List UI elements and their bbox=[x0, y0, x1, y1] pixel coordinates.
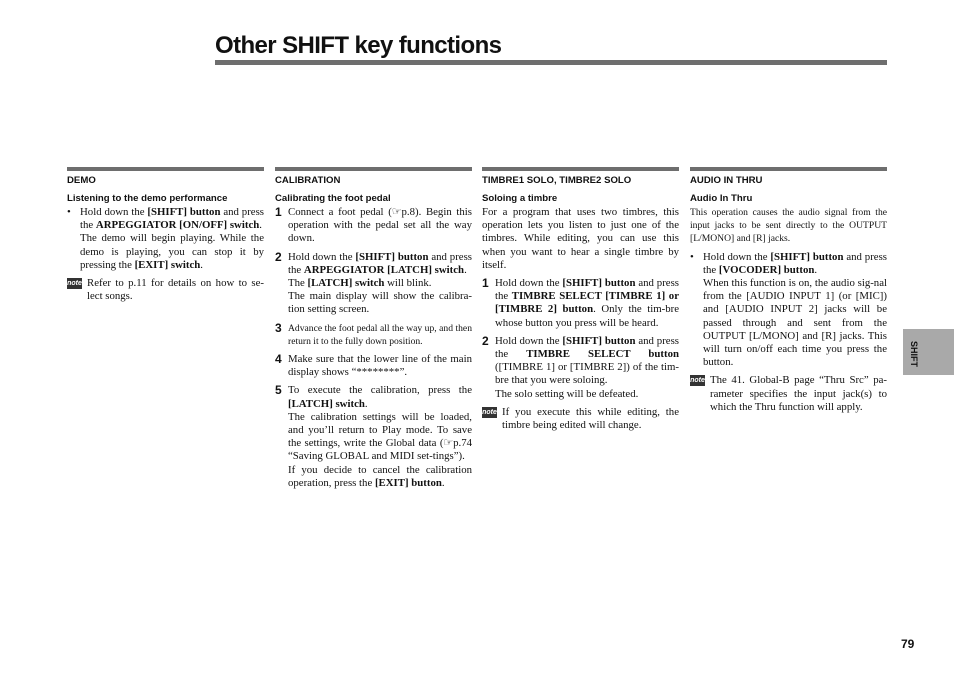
calibration-heading: CALIBRATION bbox=[275, 175, 341, 186]
audio-intro: This operation causes the audio signal from the input jacks to be sent directly to the OUTPUT [L/MONO] and [R] jacks. bbox=[690, 207, 887, 245]
demo-column bbox=[67, 167, 264, 303]
calibration-subheading: Calibrating the foot pedal bbox=[275, 193, 391, 204]
section-rule bbox=[482, 167, 679, 171]
calibration-step-4: 4 Make sure that the lower line of the main display shows “********”. bbox=[275, 352, 472, 379]
timbre-note: note If you execute this while editing, the timbre being edited will change. bbox=[482, 405, 679, 432]
timbre-step-2: 2 Hold down the [SHIFT] button and press the TIMBRE SELECT button ([TIMBRE 1] or [TIMBRE 2]) of the tim-bre that you were soloing. The solo setting will be defeated. bbox=[482, 333, 679, 400]
section-rule bbox=[275, 167, 472, 171]
timbre-heading: TIMBRE1 SOLO, TIMBRE2 SOLO bbox=[482, 175, 632, 186]
audio-column bbox=[690, 167, 887, 414]
section-rule bbox=[690, 167, 887, 171]
note-icon: note bbox=[690, 377, 705, 385]
demo-note: note Refer to p.11 for details on how to se-lect songs. bbox=[67, 277, 264, 303]
audio-note: note The 41. Global-B page “Thru Src” pa-rameter specifies the input jack(s) to which the Thru function will apply. bbox=[690, 374, 887, 413]
audio-heading: AUDIO IN THRU bbox=[690, 175, 763, 186]
note-icon: note bbox=[67, 280, 82, 288]
calibration-step-1: 1 Connect a foot pedal (☞p.8). Begin this operation with the pedal set all the way down. bbox=[275, 205, 472, 245]
timbre-column bbox=[482, 167, 679, 432]
demo-continuation: The demo will begin playing. While the demo is playing, you can stop it by pressing the [EXIT] switch. bbox=[80, 232, 264, 271]
timbre-step-1: 1 Hold down the [SHIFT] button and press the TIMBRE SELECT [TIMBRE 1] or [TIMBRE 2] button. Only the tim-bre whose button you press will be heard. bbox=[482, 276, 679, 329]
calibration-step-5: 5 To execute the calibration, press the [LATCH] switch. The calibration settings will be loaded, and you’ll return to Play mode. To save the settings, write the Global data (☞p.74 “Saving GLOBAL and MIDI set-tings”). If you decide to cancel the calibration operation, press the [EXIT] button. bbox=[275, 383, 472, 489]
side-tab bbox=[903, 329, 954, 375]
page-number: 79 bbox=[901, 637, 915, 651]
side-tab-label: SHIFT bbox=[909, 341, 919, 367]
demo-bullet: • Hold down the [SHIFT] button and press the ARPEGGIATOR [ON/OFF] switch. bbox=[67, 206, 264, 232]
timbre-subheading: Soloing a timbre bbox=[482, 193, 558, 204]
title-rule bbox=[215, 60, 887, 65]
calibration-column bbox=[275, 167, 472, 490]
demo-subheading: Listening to the demo performance bbox=[67, 193, 228, 204]
calibration-step-2: 2 Hold down the [SHIFT] button and press the ARPEGGIATOR [LATCH] switch. The [LATCH] switch will blink. The main display will show the calibra-tion setting screen. bbox=[275, 249, 472, 316]
page-title: Other SHIFT key functions bbox=[215, 32, 502, 59]
audio-subheading: Audio In Thru bbox=[690, 193, 753, 204]
audio-bullet: • Hold down the [SHIFT] button and press the [VOCODER] button. bbox=[690, 251, 887, 277]
audio-continuation: When this function is on, the audio sig-nal from the [AUDIO INPUT 1] (or [MIC]) and [AUDIO INPUT 2] jacks will be passed through and sent from the OUTPUT [L/MONO] and [R] jacks. This will turn on/off each time you press the button. bbox=[703, 277, 887, 369]
section-rule bbox=[67, 167, 264, 171]
timbre-intro: For a program that uses two timbres, this operation lets you listen to just one of the timbres. While editing, you can use this when you want to hear a single timbre by itself. bbox=[482, 206, 679, 271]
calibration-step-3: 3 Advance the foot pedal all the way up, and then return it to the fully down position. bbox=[275, 320, 472, 347]
note-icon: note bbox=[482, 408, 497, 416]
demo-heading: DEMO bbox=[67, 175, 96, 186]
